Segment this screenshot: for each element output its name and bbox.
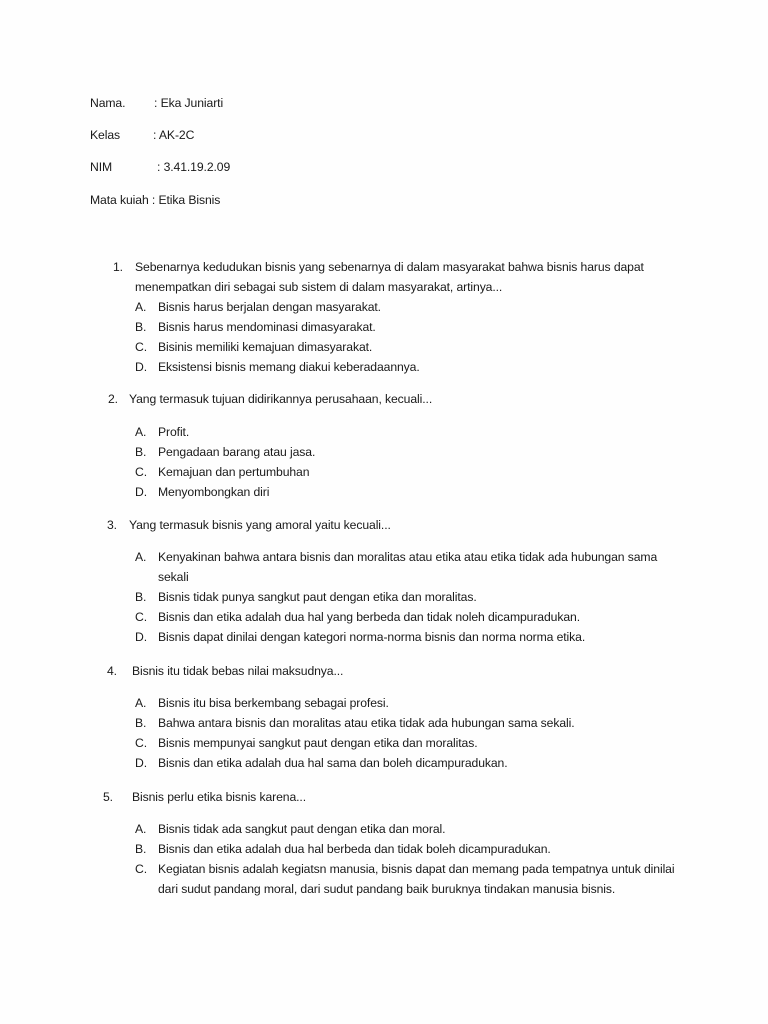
option-text: Bisnis dapat dinilai dengan kategori norma-norma bisnis dan norma norma etika. [158,630,586,644]
option-text: Bisnis mempunyai sangkut paut dengan etika dan moralitas. [158,736,478,750]
question-text: Bisnis itu tidak bebas nilai maksudnya... [132,664,344,678]
option-letter: B. [135,590,147,604]
field-label: Kelas [90,128,120,142]
field-label: NIM [90,160,113,174]
option-letter: A. [135,550,147,564]
option-text: Bisnis dan etika adalah dua hal sama dan boleh dicampuradukan. [158,756,508,770]
option-letter: A. [135,696,147,710]
option-text: Bisinis memiliki kemajuan dimasyarakat. [158,340,373,354]
field-mata-kuliah [90,192,220,208]
option-letter: D. [135,630,147,644]
field-value: : Etika Bisnis [151,193,221,207]
option-letter: B. [135,320,147,334]
field-label: Nama. [90,96,126,110]
question-text: Sebenarnya kedudukan bisnis yang sebenarnya di dalam masyarakat bahwa bisnis harus dapat menempatkan diri sebagai sub sistem di dalam masyarakat, artinya... [135,260,644,294]
option-letter: D. [135,485,147,499]
option-text: Profit. [158,425,190,439]
option-text: Kegiatan bisnis adalah kegiatsn manusia, bisnis dapat dan memang pada tempatnya untuk dinilai dari sudut pandang moral, dari sudut pandang baik buruknya tindakan manusia bisnis. [158,862,675,896]
option-letter: D. [135,360,147,374]
question-text: Bisnis perlu etika bisnis karena... [132,790,306,804]
option-text: Menyombongkan diri [158,485,270,499]
field-label: Mata kuiah [90,193,149,207]
question-text: Yang termasuk bisnis yang amoral yaitu kecuali... [129,518,391,532]
option-text: Bahwa antara bisnis dan moralitas atau etika tidak ada hubungan sama sekali. [158,716,575,730]
question-number: 4. [107,664,117,678]
option-letter: C. [135,862,147,876]
field-value: : AK-2C [153,128,195,142]
option-text: Kemajuan dan pertumbuhan [158,465,310,479]
question-text: Yang termasuk tujuan didirikannya perusahaan, kecuali... [129,392,433,406]
option-letter: A. [135,822,147,836]
option-letter: A. [135,300,147,314]
question-number: 1. [113,260,123,274]
option-letter: C. [135,465,147,479]
option-text: Bisnis tidak ada sangkut paut dengan etika dan moral. [158,822,446,836]
option-letter: C. [135,610,147,624]
option-text: Bisnis harus mendominasi dimasyarakat. [158,320,376,334]
option-letter: A. [135,425,147,439]
option-letter: B. [135,716,147,730]
option-letter: B. [135,842,147,856]
option-text: Bisnis dan etika adalah dua hal yang berbeda dan tidak noleh dicampuradukan. [158,610,580,624]
option-text: Kenyakinan bahwa antara bisnis dan moralitas atau etika atau etika tidak ada hubungan sama sekali [158,550,658,584]
field-value: : Eka Juniarti [154,96,224,110]
option-text: Bisnis tidak punya sangkut paut dengan etika dan moralitas. [158,590,477,604]
option-letter: C. [135,340,147,354]
option-text: Eksistensi bisnis memang diakui keberadaannya. [158,360,420,374]
option-letter: D. [135,756,147,770]
option-text: Bisnis dan etika adalah dua hal berbeda dan tidak boleh dicampuradukan. [158,842,551,856]
question-number: 2. [108,392,118,406]
option-text: Bisnis harus berjalan dengan masyarakat. [158,300,381,314]
option-letter: C. [135,736,147,750]
option-text: Pengadaan barang atau jasa. [158,445,316,459]
option-text: Bisnis itu bisa berkembang sebagai profesi. [158,696,389,710]
question-number: 3. [107,518,117,532]
option-letter: B. [135,445,147,459]
question-number: 5. [103,790,113,804]
field-value: : 3.41.19.2.09 [157,160,231,174]
